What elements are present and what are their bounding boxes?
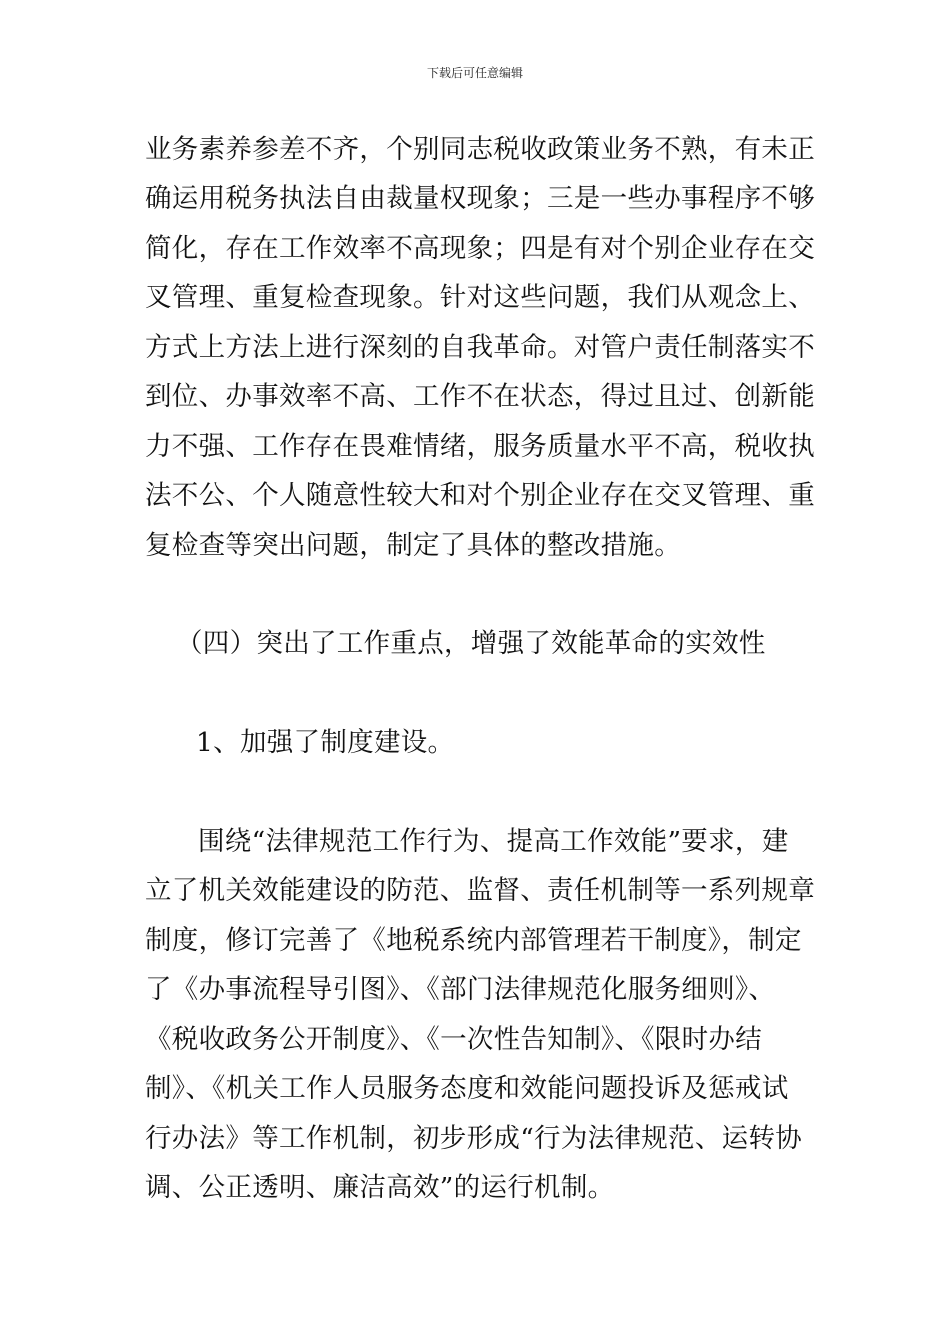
paragraph-line: 调、公正透明、廉洁高效”的运行机制。 bbox=[145, 1172, 615, 1203]
paragraph-line: 《税收政务公开制度》、《一次性告知制》、《限时办结 bbox=[145, 1024, 762, 1055]
paragraph-line: 制》、《机关工作人员服务态度和效能问题投诉及惩戒试 bbox=[145, 1073, 789, 1104]
paragraph-line: 法不公、个人随意性较大和对个别企业存在交叉管理、重 bbox=[145, 480, 815, 511]
subsection-heading: 1、加强了制度建设。 bbox=[196, 727, 455, 758]
paragraph-line: 力不强、工作存在畏难情绪，服务质量水平不高，税收执 bbox=[145, 431, 815, 462]
paragraph-line: 立了机关效能建设的防范、监督、责任机制等一系列规章 bbox=[145, 875, 815, 906]
paragraph-line: 确运用税务执法自由裁量权现象；三是一些办事程序不够 bbox=[145, 183, 815, 214]
paragraph-line: 到位、办事效率不高、工作不在状态，得过且过、创新能 bbox=[145, 381, 815, 412]
paragraph-line: 简化，存在工作效率不高现象；四是有对个别企业存在交 bbox=[145, 233, 815, 264]
paragraph-line: 业务素养参差不齐，个别同志税收政策业务不熟，有未正 bbox=[145, 134, 815, 165]
paragraph-line: 行办法》等工作机制，初步形成“行为法律规范、运转协 bbox=[145, 1123, 803, 1154]
section-heading: （四）突出了工作重点，增强了效能革命的实效性 bbox=[176, 628, 766, 659]
page-header: 下载后可任意编辑 bbox=[426, 66, 523, 80]
paragraph-line: 方式上方法上进行深刻的自我革命。对管户责任制落实不 bbox=[145, 332, 815, 363]
paragraph-line: 围绕“法律规范工作行为、提高工作效能”要求，建 bbox=[198, 826, 789, 857]
paragraph-line: 制度，修订完善了《地税系统内部管理若干制度》，制定 bbox=[145, 925, 802, 956]
paragraph-line: 复检查等突出问题，制定了具体的整改措施。 bbox=[145, 530, 681, 561]
paragraph-line: 了《办事流程导引图》、《部门法律规范化服务细则》、 bbox=[145, 974, 776, 1005]
paragraph-line: 叉管理、重复检查现象。针对这些问题，我们从观念上、 bbox=[145, 282, 815, 313]
